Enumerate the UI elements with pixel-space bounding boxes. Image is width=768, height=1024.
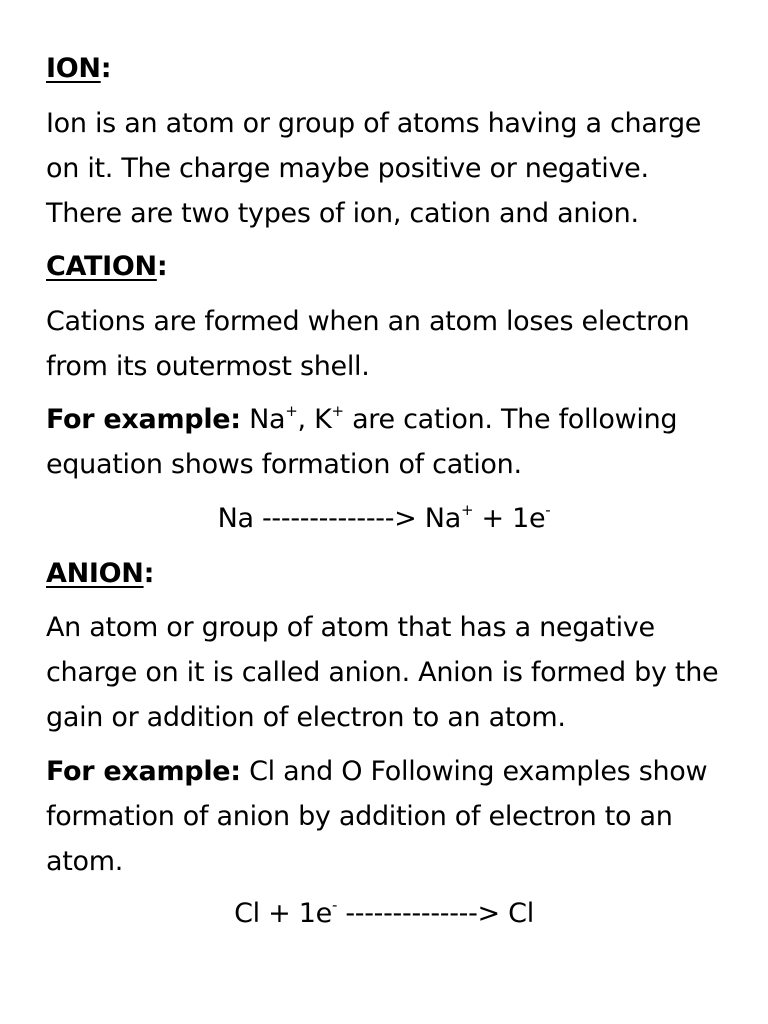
heading-anion xyxy=(46,551,736,596)
text-line xyxy=(46,749,736,794)
text-line: Cations are formed when an atom loses electron xyxy=(46,306,690,337)
paragraph-anion-example xyxy=(46,749,736,884)
heading-anion-text: ANION xyxy=(46,558,144,589)
paragraph-anion-definition xyxy=(46,605,736,740)
text-line: There are two types of ion, cation and anion. xyxy=(46,198,639,229)
heading-ion xyxy=(46,46,736,91)
text-line: formation of anion by addition of electron to an xyxy=(46,801,673,832)
equation-text: --------------> Cl xyxy=(337,898,534,929)
example-text: Cl and O Following examples show xyxy=(240,756,708,787)
example-label: For example: xyxy=(46,404,241,435)
text-line: atom. xyxy=(46,846,124,877)
heading-ion-text: ION xyxy=(46,53,101,84)
paragraph-cation-example xyxy=(46,397,736,487)
equation-text: Na --------------> Na xyxy=(217,503,461,534)
heading-cation xyxy=(46,244,736,289)
text-line: charge on it is called anion. Anion is formed by the xyxy=(46,657,719,688)
superscript-minus: - xyxy=(331,896,338,914)
text-line: from its outermost shell. xyxy=(46,351,370,382)
heading-cation-text: CATION xyxy=(46,251,157,282)
superscript-plus: + xyxy=(460,501,474,519)
heading-cation-colon: : xyxy=(156,251,168,282)
equation-cation xyxy=(0,496,768,541)
superscript-plus: + xyxy=(331,402,344,420)
superscript-minus: - xyxy=(545,501,551,519)
heading-ion-colon: : xyxy=(100,53,112,84)
equation-anion xyxy=(0,891,768,936)
text-line xyxy=(46,397,736,442)
equation-text: + 1e xyxy=(473,503,546,534)
text-line: Ion is an atom or group of atoms having a charge xyxy=(46,108,702,139)
text-line: An atom or group of atom that has a negative xyxy=(46,612,655,643)
paragraph-ion-definition xyxy=(46,101,736,236)
superscript-plus: + xyxy=(285,402,298,420)
heading-anion-colon: : xyxy=(143,558,155,589)
text-line: gain or addition of electron to an atom. xyxy=(46,702,566,733)
example-text: are cation. The following xyxy=(343,404,678,435)
example-text: , K xyxy=(297,404,332,435)
paragraph-cation-definition xyxy=(46,299,736,389)
text-line: equation shows formation of cation. xyxy=(46,449,522,480)
text-line: on it. The charge maybe positive or negative. xyxy=(46,153,649,184)
example-text: Na xyxy=(240,404,286,435)
example-label: For example: xyxy=(46,756,241,787)
equation-text: Cl + 1e xyxy=(234,898,332,929)
